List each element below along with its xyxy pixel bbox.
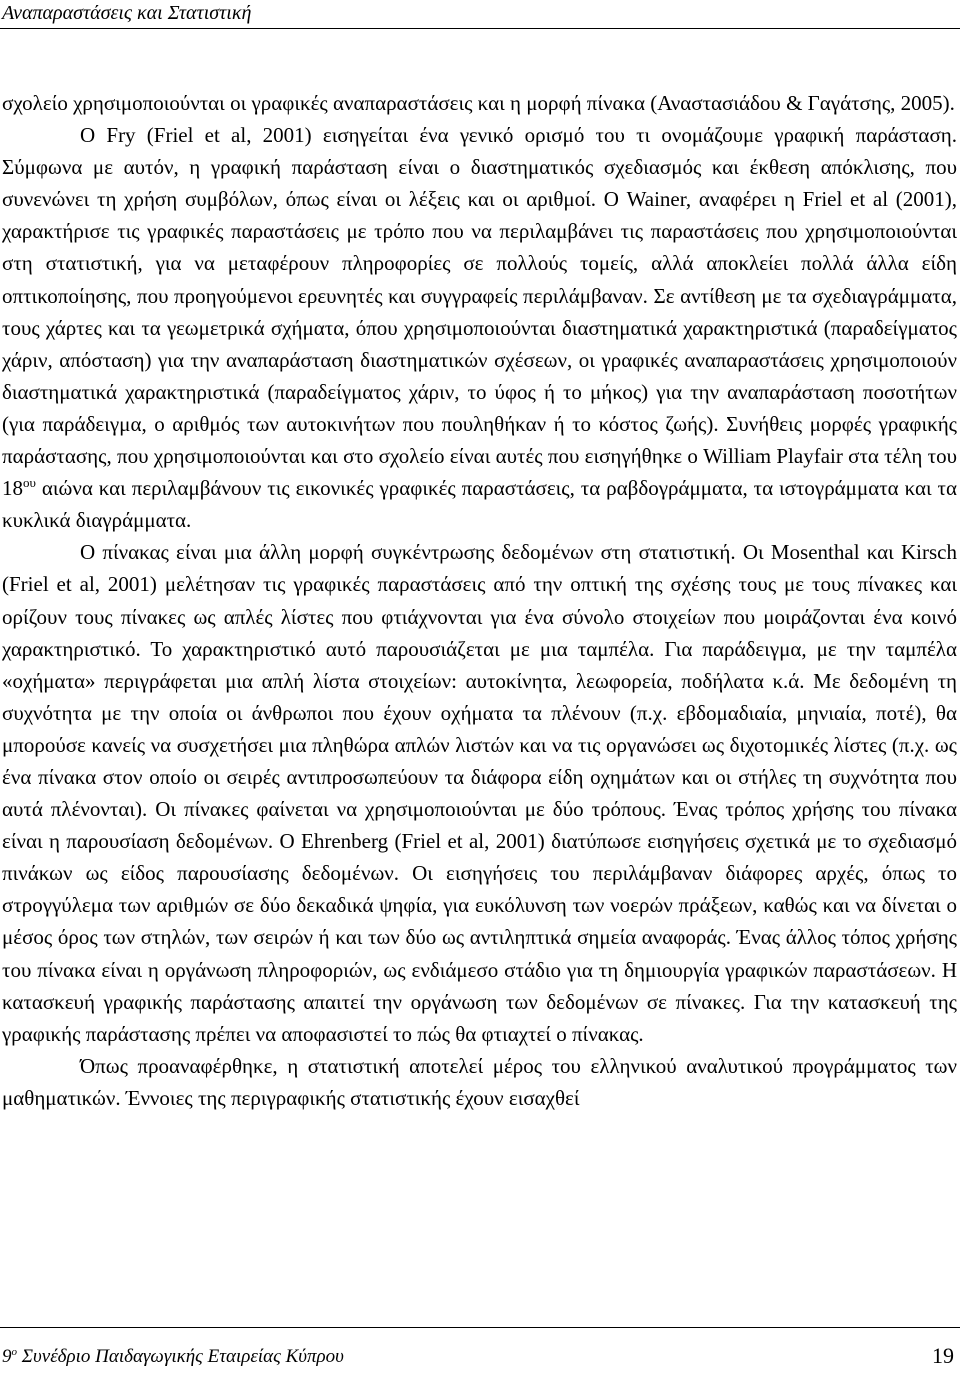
paragraph-2-text-a: Ο Fry (Friel et al, 2001) εισηγείται ένα γενικό ορισμό του τι ονομάζουμε γραφική παράσταση. Σύμφωνα με αυτόν, η γραφική παράσταση είναι ο διαστηματικός σχεδιασμός και έκθεση απόκλισης, που συνενώνει τη χρήση συμβόλων, όπως είναι οι λέξεις και οι αριθμοί. Ο Wainer, αναφέρει η Friel et al (2001), χαρακτήρισε τις γραφικές παραστάσεις με τρόπο που να περιλαμβάνει τις παραστάσεις που χρησιμοποιούνται στη στατιστική, για να μεταφέρουν πληροφορίες σε πολλούς τομείς, αλλά αποκλείει πολλά άλλα είδη οπτικοποίησης, που προηγούμενοι ερευνητές και συγγραφείς περιλάμβαναν. Σε αντίθεση με τα σχεδιαγράμματα, τους χάρτες και τα γεωμετρικά σχήματα, όπου χρησιμοποιούνται διαστηματικά χαρακτηριστικά (παραδείγματος χάριν, απόσταση) για την αναπαράσταση διαστηματικών σχέσεων, οι γραφικές αναπαραστάσεις χρησιμοποιούν διαστηματικά χαρακτηριστικά (παραδείγματος χάριν, το ύφος ή το μήκος) για την αναπαράσταση ποσοτήτων (για παράδειγμα, ο αριθμός των αυτοκινήτων που πουληθήκαν ή το κόστος ζωής). Συνήθεις μορφές γραφικής παράστασης, που χρησιμοποιούνται και στο σχολείο είναι αυτές που εισηγήθηκε ο William Playfair στα τέλη του 18 — [2, 123, 957, 501]
body-text — [2, 87, 957, 1114]
header-rule — [0, 28, 960, 29]
footer-conference-number: 9 — [2, 1346, 12, 1367]
paragraph-2 — [2, 119, 957, 536]
ordinal-superscript: ου — [23, 475, 36, 491]
running-footer — [2, 1345, 344, 1369]
paragraph-2-text-b: αιώνα και περιλαμβάνουν τις εικονικές γραφικές παραστάσεις, τα ραβδογράμματα, τα ιστογράμματα και τα κυκλικά διαγράμματα. — [2, 476, 957, 533]
page-number: 19 — [932, 1343, 954, 1368]
footer-ordinal-superscript: ο — [11, 1346, 17, 1358]
paragraph-3: Ο πίνακας είναι μια άλλη μορφή συγκέντρωσης δεδομένων στη στατιστική. Οι Mosenthal και Kirsch (Friel et al, 2001) μελέτησαν τις γραφικές παραστάσεις από την οπτική της σχέσης τους με τους πίνακες και ορίζουν τους πίνακες ως απλές λίστες που φτιάχνονται για ένα σύνολο στοιχείων που μοιράζονται ένα κοινό χαρακτηριστικό. Το χαρακτηριστικό αυτό παρουσιάζεται με μια ταμπέλα. Για παράδειγμα, με την ταμπέλα «οχήματα» περιγράφεται μια απλή λίστα στοιχείων: αυτοκίνητα, λεωφορεία, ποδήλατα κ.ά. Με δεδομένη τη συχνότητα με την οποία οι άνθρωποι που έχουν οχήματα τα πλένουν (π.χ. εβδομαδιαία, μηνιαία, ποτέ), θα μπορούσε κανείς να συσχετήσει μια πληθώρα απλών λιστών και να τις οργανώσει ως διχοτομικές λίστες (π.χ. ως ένα πίνακα στον οποίο οι σειρές αντιπροσωπεύουν τα διάφορα είδη οχημάτων και οι στήλες τη συχνότητα που αυτά πλένονται). Οι πίνακες φαίνεται να χρησιμοποιούνται με δύο τρόπους. Ένας τρόπος χρήσης του πίνακα είναι η παρουσίαση δεδομένων. Ο Ehrenberg (Friel et al, 2001) διατύπωσε εισηγήσεις σχετικά με το σχεδιασμό πινάκων ως είδος παρουσίασης δεδομένων. Οι εισηγήσεις του περιλάμβαναν διάφορες αρχές, όπως το στρογγύλεμα των αριθμών σε δύο δεκαδικά ψηφία, για ευκόλυνση των νοερών πράξεων, καθώς και να δίνεται ο μέσος όρος των στηλών, των σειρών ή και των δύο ως αντιληπτικά σημεία αναφοράς. Ένας άλλος τόπος χρήσης του πίνακα είναι η οργάνωση πληροφοριών, ως ενδιάμεσο στάδιο για τη δημιουργία γραφικών παραστάσεων. Η κατασκευή γραφικής παράστασης απαιτεί την οργάνωση των δεδομένων σε πίνακες. Για την κατασκευή της γραφικής παράστασης πρέπει να αποφασιστεί το πώς θα φτιαχτεί ο πίνακας. — [2, 540, 957, 1046]
paragraph-4: Όπως προαναφέρθηκε, η στατιστική αποτελεί μέρος του ελληνικού αναλυτικού προγράμματος των μαθηματικών. Έννοιες της περιγραφικής στατιστικής έχουν εισαχθεί — [2, 1053, 957, 1110]
paragraph-1: σχολείο χρησιμοποιούνται οι γραφικές αναπαραστάσεις και η μορφή πίνακα (Αναστασιάδου & Γαγάτσης, 2005). — [2, 91, 955, 115]
footer-conference-title: Συνέδριο Παιδαγωγικής Εταιρείας Κύπρου — [17, 1346, 344, 1367]
footer-rule — [0, 1327, 960, 1328]
running-header: Αναπαραστάσεις και Στατιστική — [2, 2, 252, 24]
